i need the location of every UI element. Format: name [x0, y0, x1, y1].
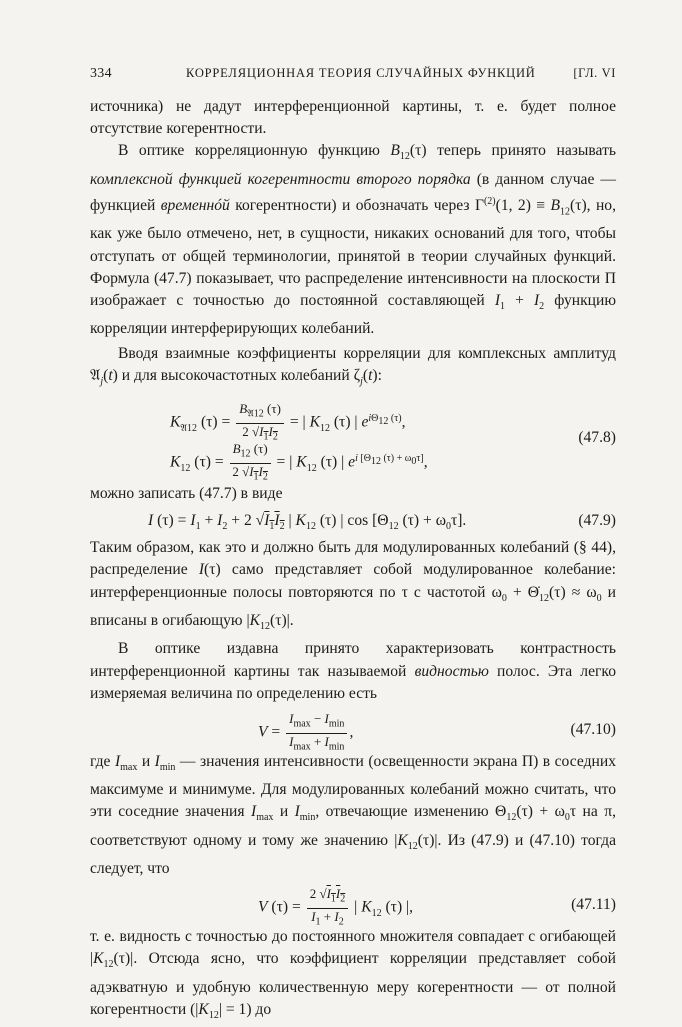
paragraph-7: где $I_{max}$ и $I_{min}$ — значения интенсивности (освещенности экрана П) в соседних максимуме и минимуме. Для модулированных колебаний можно считать, что эти соседние значения $I_{max}$ и $I_{min}$, отвечающие изменению $\Theta_{12}(\tau) + \omega_0\tau$ на π, соответствуют одному и тому же значению $|K_{12}(\tau)|$. Из (47.9) и (47.10) тогда следует, что: [90, 752, 616, 878]
paragraph-2: В оптике корреляционную функцию $B_{12}(\tau)$ теперь принято называть комплексной функцией когерентности второго порядка (в данном случае — функцией временнóй когерентности) и обозначать через $\Gamma^{(2)}(1$, $2) \equiv B_{12}(\tau)$, но, как уже было отмечено, нет, в сущности, никаких оснований для того, чтобы отступать от общей терминологии, принятой в теории случайных функций. Формула (47.7) показывает, что распределение интенсивности на плоскости П изображает с точностью до постоянной составляющей $I_1 + I_2$ функцию корреляции интерферирующих колебаний.: [90, 142, 617, 338]
equation-47-8: $K_{𝔄12}$ (τ) = $\frac{B_{𝔄12} (\tau)}{2 √I_1I_2}$ = | $K_{12}$ (τ) | $e^{i\Theta_{12} (\tau)}$, $K_{12}$ (τ) = $\frac{B_{12} (\tau)}{2 √I_1I_2}$ = | $K_{12}$ (τ) | $e^{i [\Theta_{12} (\tau) + \omega_0\tau]}$, (47.8): [170, 401, 616, 483]
term-coherence-function: комплексной функцией когерентности второго порядка: [90, 170, 471, 188]
term-temporal: временнóй: [160, 197, 230, 215]
equation-47-11: V (τ) = $\frac{2 √I_1I_2}{I_1 + I_2}$ | $K_{12}$ (τ) |, (47.11): [258, 886, 616, 928]
chapter-label: [ГЛ. VI: [573, 66, 616, 80]
paragraph-8: т. е. видность с точностью до постоянного множителя совпадает с огибающей $|K_{12}(\tau)|$. Отсюда ясно, что коэффициент корреляции представляет собой адэкватную и удобную количественную меру когерентности — от полной когерентности $(|K_{12}| = 1)$ до: [90, 928, 616, 1022]
equation-47-9: I $(\tau) = I_1 + I_2 + 2$ $√I_1I_2$ | $K_{12}$ (τ) | $\cos [\Theta_{12}$ $(\tau) + \omega_0\tau$]. (47.9): [148, 512, 616, 533]
equation-number: (47.8): [578, 429, 616, 447]
paragraph-4: можно записать (47.7) в виде: [90, 485, 283, 503]
page-body: [90, 96, 616, 1027]
term-visibility: видностью: [414, 662, 489, 680]
equation-number: (47.9): [578, 512, 616, 530]
paragraph-5: Таким образом, как это и должно быть для модулированных колебаний (§ 44), распределение I(τ) само представляет собой модулированное колебание: интерференционные полосы повторяются по τ с частотой $\omega_0$ + $\Thetȧ_{12}(\tau) \approx \omega_0$ и вписаны в огибающую $|K_{12}(\tau)|$.: [90, 539, 616, 633]
paragraph-1: источника) не дадут интерференционной картины, т. е. будет полное отсутствие когерентности.: [90, 98, 616, 138]
paragraph-3: Вводя взаимные коэффициенты корреляции для комплексных амплитуд 𝔄$_j$(t) и для высокочастотных колебаний $\zeta_j(t)$:: [90, 344, 616, 387]
equation-47-10: V = $\frac{I_{max} - I_{min}}{I_{max} + I_{min}}$ , (47.10): [258, 710, 616, 753]
page-header: [90, 66, 616, 86]
paragraph-6: В оптике издавна принято характеризовать контрастность интерференционной картины так называемой видностью полос. Эта легко измеряемая величина по определению есть: [90, 640, 616, 702]
equation-number: (47.10): [570, 720, 616, 738]
running-title: КОРРЕЛЯЦИОННАЯ ТЕОРИЯ СЛУЧАЙНЫХ ФУНКЦИЙ: [186, 66, 536, 80]
equation-number: (47.11): [571, 896, 616, 914]
page-number: 334: [90, 66, 112, 81]
